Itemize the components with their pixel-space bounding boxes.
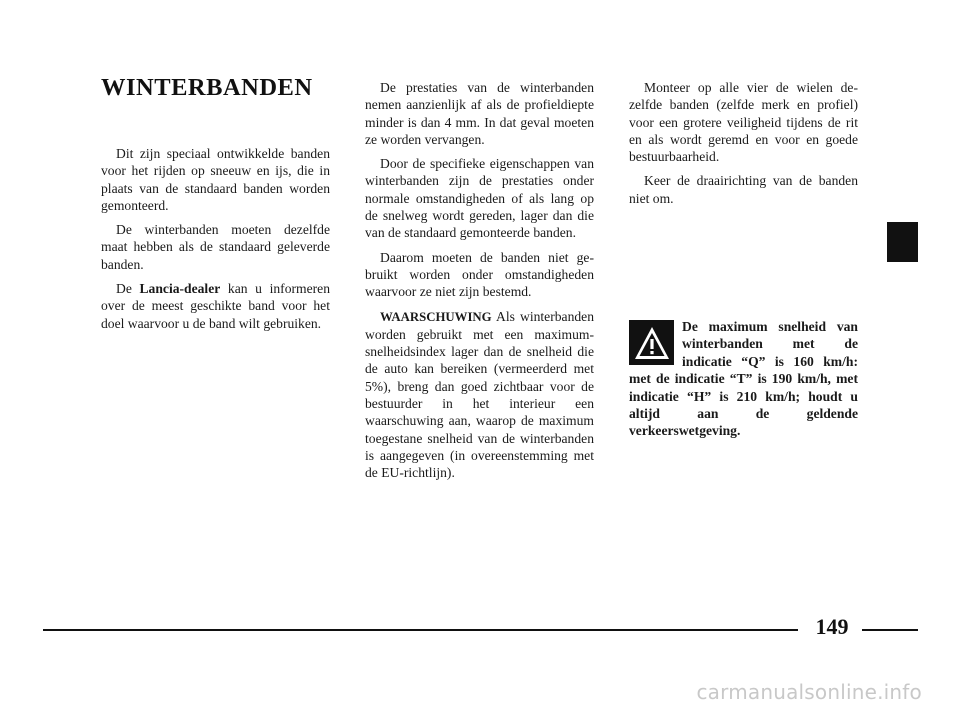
paragraph	[101, 280, 330, 332]
text-column-1	[101, 145, 330, 339]
paragraph: Dit zijn speciaal ontwikkelde banden voor het rijden op sneeuw en ijs, die in plaats van de standaard banden worden gemonteerd.	[101, 146, 330, 213]
warning-label: WAARSCHUWING	[380, 309, 492, 324]
paragraph	[365, 308, 594, 482]
paragraph: Door de specifieke eigenschappen van winterbanden zijn de prestaties onder normale omstandigheden of als lang op de snelweg wordt gereden, lager dan die van de standaard gemonteerde banden.	[365, 156, 594, 241]
page-number: 149	[815, 614, 849, 639]
paragraph: De prestaties van de winterbanden nemen aanzienlijk af als de profieldiepte minder is dan 4 mm. In dat geval moeten ze worden vervangen.	[365, 80, 594, 147]
footer-rule	[43, 629, 798, 631]
paragraph: Monteer op alle vier de wielen dezelfde banden (zelfde merk en profiel) voor een grotere veiligheid tijdens de rit en als wordt geremd en voor en goede bestuurbaarheid.	[629, 80, 858, 165]
paragraph: Daarom moeten de banden niet gebruikt worden onder omstandigheden waarvoor ze niet zijn bestemd.	[365, 249, 594, 300]
paragraph: De winterbanden moeten dezelfde maat hebben als de standaard geleverde banden.	[101, 222, 330, 272]
text-column-2	[365, 79, 594, 489]
warning-triangle-icon	[633, 325, 671, 361]
dealer-name: Lancia-dealer	[139, 281, 221, 297]
warning-triangle-icon	[629, 320, 674, 365]
paragraph: Keer de draairichting van de banden niet om.	[629, 173, 858, 206]
paragraph-text: Als winterbanden worden gebruikt met een maximum-snelheidsindex lager dan de snelheid die de auto kan bereiken (vermeerderd met 5%), breng dan goed zichtbaar voor de bestuurder in het interieur een waarschuwing aan, waarop de maximum toegestane snelheid van de winterbanden is aangegeven (in overeenstemming met de EU-richtlijn).	[365, 308, 594, 481]
warning-text: De maximum snelheid van winterbanden met de indicatie “Q” is 160 km/h: met de indicatie “T” is 190 km/h, met indicatie “H” is 210 km/h; houdt u altijd aan de geldende verkeerswetgeving.	[629, 319, 858, 439]
watermark: carmanualsonline.info	[696, 680, 922, 704]
text-column-3	[629, 79, 858, 214]
footer-rule	[862, 629, 918, 631]
section-tab-marker	[887, 222, 918, 262]
page-title: WINTERBANDEN	[101, 74, 313, 101]
paragraph-text: kan u informeren over de meest geschikte band voor het doel waarvoor u de band wilt gebruiken.	[101, 281, 330, 331]
warning-note	[629, 318, 858, 440]
paragraph-lead: De	[116, 281, 140, 297]
